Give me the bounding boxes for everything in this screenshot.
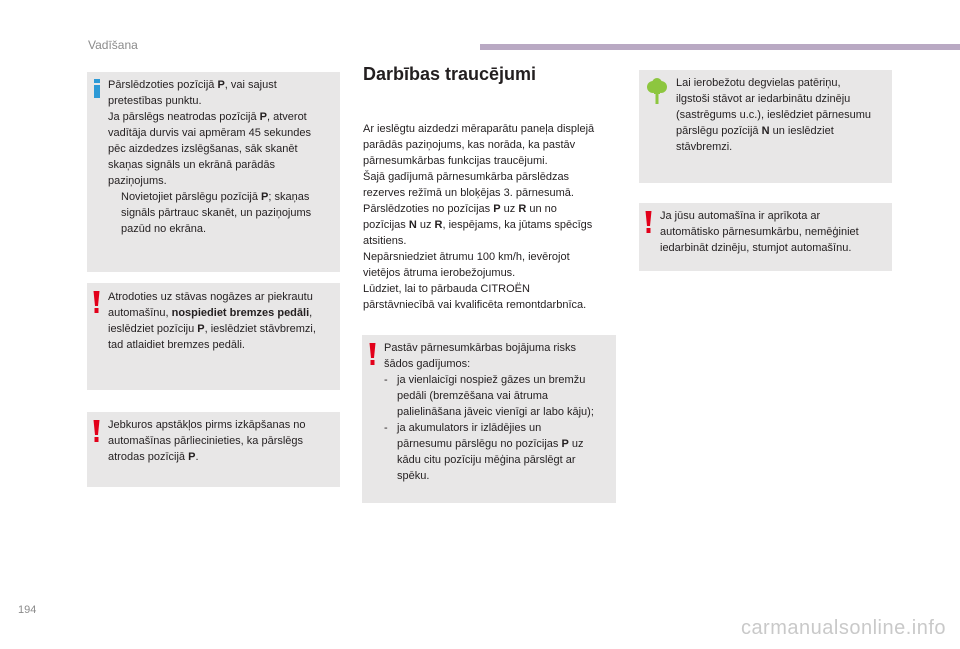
body-line: Ar ieslēgtu aizdedzi mēraparātu paneļa displejā [363,123,595,135]
header-bar [480,44,960,50]
section-title: Darbības traucējumi [363,64,537,84]
body-line: parādās paziņojums, kas norāda, ka pastāv [363,139,576,151]
eco-line: Lai ierobežotu degvielas patēriņu, [676,77,841,89]
warning-box [362,335,616,503]
warning-line: Jebkuros apstākļos pirms izkāpšanas no [108,419,306,431]
warning-box [87,283,340,390]
warning-box [87,412,340,487]
bullet-item-cont: signāls pārtrauc skanēt, un paziņojums [121,207,312,219]
warning-line: automašīnu, nospiediet bremzes pedāli, [108,307,313,319]
warning-line: šādos gadījumos: [384,358,471,370]
info-line: vadītāja durvis vai apmēram 45 sekundes [108,127,311,139]
warning-line: Pastāv pārnesumkārbas bojājuma risks [384,342,576,354]
warning-line: automašīnas pārliecinieties, ka pārslēgs [108,435,304,447]
info-line: Pārslēdzoties pozīcijā P, vai sajust [108,79,277,91]
warning-icon [645,211,652,238]
bullet-item: Novietojiet pārslēgu pozīcijā P; skaņas [121,191,310,203]
warning-line: automātisko pārnesumkārbu, nemēģiniet [660,226,859,238]
list-marker: - [384,374,388,386]
list-item-cont: palielināšana jāveic vienīgi ar labo kāju); [397,406,594,418]
warning-line: atrodas pozīcijā P. [108,451,199,463]
info-line: skaņas signāls un ekrānā parādās [108,159,275,171]
warning-icon [369,343,376,370]
body-line: Pārslēdzoties no pozīcijas P uz R un no [363,203,557,215]
list-item-cont: kādu citu pozīciju mēģina pārslēgt ar [397,454,576,466]
body-line: Nepārsniedziet ātrumu 100 km/h, ievērojot [363,251,570,263]
body-line: Lūdziet, lai to pārbauda CITROËN [363,283,530,295]
info-icon [93,79,101,103]
warning-line: ieslēdziet pozīciju P, ieslēdziet stāvbremzi, [108,323,316,335]
warning-line: Ja jūsu automašīna ir aprīkota ar [660,210,821,222]
eco-line: ilgstoši stāvot ar iedarbinātu dzinēju [676,93,851,105]
info-line: Ja pārslēgs neatrodas pozīcijā P, atverot [108,111,307,123]
warning-icon [93,291,100,318]
body-line: rezerves režīmā un bloķējas 3. pārnesumā. [363,187,574,199]
body-line: vietējos ātruma ierobežojumus. [363,267,516,279]
body-line: Šajā gadījumā pārnesumkārba pārslēdzas [363,171,570,183]
bullet-item-cont: pazūd no ekrāna. [121,223,207,235]
warning-box [639,203,892,271]
section-header: Vadīšana [88,38,138,52]
info-line: pēc aizdedzes izslēgšanas, sāk skanēt [108,143,298,155]
warning-line: tad atlaidiet bremzes pedāli. [108,339,245,351]
warning-line: iedarbināt dzinēju, stumjot automašīnu. [660,242,852,254]
eco-box [639,70,892,183]
warning-icon [93,420,100,447]
list-item-cont: pedāli (bremzēšana vai ātruma [397,390,549,402]
body-line: pozīcijas N uz R, iespējams, ka jūtams spēcīgs [363,219,593,231]
eco-line: (sastrēgums u.c.), ieslēdziet pārnesumu [676,109,872,121]
list-marker: - [384,422,388,434]
info-box [87,72,340,272]
watermark: carmanualsonline.info [740,617,946,639]
warning-line: Atrodoties uz stāvas nogāzes ar piekrautu [108,291,313,303]
list-item: - ja vienlaicīgi nospiež gāzes un bremžu [384,374,586,386]
body-paragraph [363,121,594,313]
eco-line: stāvbremzi. [676,141,733,153]
list-item-cont: spēku. [397,470,430,482]
body-line: pārstāvniecībā vai kvalificēta remontdarbnīca. [363,299,587,311]
info-line: paziņojums. [108,175,167,187]
body-line: atsitiens. [363,235,407,247]
body-line: pārnesumkārbas funkcijas traucējumi. [363,155,548,167]
eco-line: pārslēgu pozīcijā N un ieslēdziet [676,125,834,137]
info-line: pretestības punktu. [108,95,202,107]
list-item-cont: pārnesumu pārslēgu no pozīcijas P uz [397,438,584,450]
list-item: - ja akumulators ir izlādējies un [384,422,542,434]
page-number: 194 [18,604,37,616]
eco-tree-icon [646,78,668,109]
